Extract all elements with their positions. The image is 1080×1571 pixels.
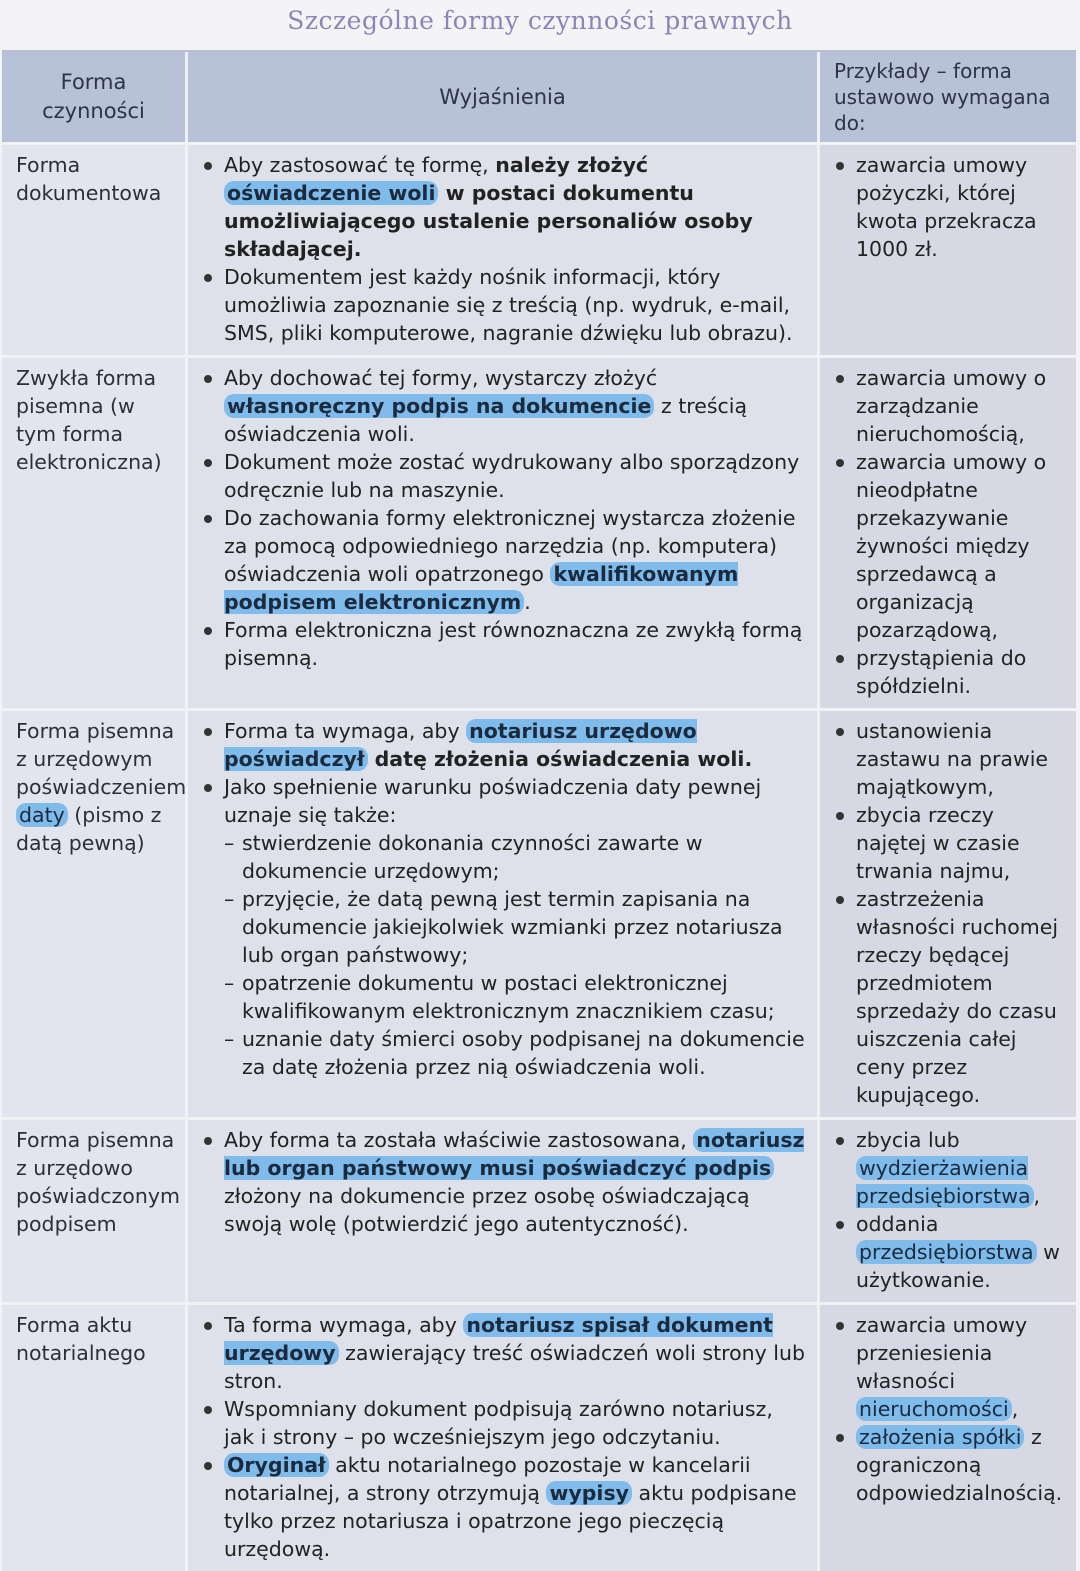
explanation-cell	[188, 1302, 820, 1571]
list-item: zbycia rzeczy najętej w czasie trwania najmu,	[832, 801, 1066, 885]
list-item: Forma ta wymaga, aby notariusz urzędowo poświadczył datę złożenia oświadczenia woli.	[200, 717, 807, 773]
form-name: Forma pisemna z urzędowym poświadczeniem daty (pismo z datą pewną)	[2, 708, 188, 1117]
examples-cell	[820, 708, 1076, 1117]
list-item: Wspomniany dokument podpisują zarówno notariusz, jak i strony – po wcześniejszym jego odczytaniu.	[200, 1395, 807, 1451]
list-item: zawarcia umowy o zarządzanie nieruchomością,	[832, 364, 1066, 448]
header-form: Forma czynności	[2, 52, 188, 142]
explanation-cell	[188, 142, 820, 355]
list-item: Dokument może zostać wydrukowany albo sporządzony odręcznie lub na maszynie.	[200, 448, 807, 504]
table-header-row	[2, 52, 1076, 142]
form-name: Forma dokumentowa	[2, 142, 188, 355]
explanation-cell	[188, 1117, 820, 1302]
forms-table-container	[2, 50, 1076, 1561]
explanation-cell	[188, 708, 820, 1117]
list-item: zastrzeżenia własności ruchomej rzeczy będącej przedmiotem sprzedaży do czasu uiszczenia całej ceny przez kupującego.	[832, 885, 1066, 1109]
list-item: zbycia lub wydzierżawienia przedsiębiorstwa ,	[832, 1126, 1066, 1210]
header-examples: Przykłady – forma ustawowo wymagana do:	[820, 52, 1076, 142]
list-item: zawarcia umowy przeniesienia własności nieruchomości ,	[832, 1311, 1066, 1423]
list-item: Ta forma wymaga, aby notariusz spisał dokument urzędowy zawierający treść oświadczeń woli strony lub stron.	[200, 1311, 807, 1395]
table-row	[2, 1117, 1076, 1302]
list-item: przystąpienia do spółdzielni.	[832, 644, 1066, 700]
list-item: założenia spółki z ograniczoną odpowiedzialnością.	[832, 1423, 1066, 1507]
forms-table	[2, 52, 1076, 1571]
list-item: Do zachowania formy elektronicznej wystarcza złożenie za pomocą odpowiedniego narzędzia (np. komputera) oświadczenia woli opatrzonego kwalifikowanym podpisem elektronicznym .	[200, 504, 807, 616]
header-explanation: Wyjaśnienia	[188, 52, 820, 142]
table-row	[2, 142, 1076, 355]
examples-cell	[820, 142, 1076, 355]
list-item: ustanowienia zastawu na prawie majątkowym,	[832, 717, 1066, 801]
form-name: Forma pisemna z urzędowo poświadczonym podpisem	[2, 1117, 188, 1302]
list-item: Oryginał aktu notarialnego pozostaje w kancelarii notarialnej, a strony otrzymują wypisy aktu podpisane tylko przez notariusza i opatrzone jego pieczęcią urzędową.	[200, 1451, 807, 1563]
page-title: Szczególne formy czynności prawnych	[287, 6, 793, 35]
examples-cell	[820, 1117, 1076, 1302]
list-item: Aby zastosować tę formę, należy złożyć oświadczenie woli w postaci dokumentu umożliwiającego ustalenie personaliów osoby składającej.	[200, 151, 807, 263]
examples-cell	[820, 1302, 1076, 1571]
table-row	[2, 355, 1076, 708]
list-item: Aby forma ta została właściwie zastosowana, notariusz lub organ państwowy musi poświadczyć podpis złożony na dokumencie przez osobę oświadczającą swoją wolę (potwierdzić jego autentyczność).	[200, 1126, 807, 1238]
list-item: Dokumentem jest każdy nośnik informacji, który umożliwia zapoznanie się z treścią (np. wydruk, e-mail, SMS, pliki komputerowe, nagranie dźwięku lub obrazu).	[200, 263, 807, 347]
examples-cell	[820, 355, 1076, 708]
list-item: Jako spełnienie warunku poświadczenia daty pewnej uznaje się także: – stwierdzenie dokonania czynności zawarte w dokumencie urzędowym; – przyjęcie, że datą pewną jest termin zapisania na dokumencie jakiejkolwiek wzmianki przez notariusza lub organ państwowy; – opatrzenie dokumentu w postaci elektronicznej kwalifikowanym elektronicznym znacznikiem czasu; – uznanie daty śmierci osoby podpisanej na dokumencie za datę złożenia przez nią oświadczenia woli.	[200, 773, 807, 1081]
sub-list-item: – stwierdzenie dokonania czynności zawarte w dokumencie urzędowym;	[224, 829, 807, 885]
form-name: Forma aktu notarialnego	[2, 1302, 188, 1571]
sub-list-item: – przyjęcie, że datą pewną jest termin zapisania na dokumencie jakiejkolwiek wzmianki przez notariusza lub organ państwowy;	[224, 885, 807, 969]
list-item: Aby dochować tej formy, wystarczy złożyć własnoręczny podpis na dokumencie z treścią oświadczenia woli.	[200, 364, 807, 448]
list-item: zawarcia umowy o nieodpłatne przekazywanie żywności między sprzedawcą a organizacją pozarządową,	[832, 448, 1066, 644]
form-name: Zwykła forma pisemna (w tym forma elektroniczna)	[2, 355, 188, 708]
table-row	[2, 1302, 1076, 1571]
table-row	[2, 708, 1076, 1117]
sub-list-item: – opatrzenie dokumentu w postaci elektronicznej kwalifikowanym elektronicznym znacznikiem czasu;	[224, 969, 807, 1025]
list-item: zawarcia umowy pożyczki, której kwota przekracza 1000 zł.	[832, 151, 1066, 263]
list-item: oddania przedsiębiorstwa w użytkowanie.	[832, 1210, 1066, 1294]
list-item: Forma elektroniczna jest równoznaczna ze zwykłą formą pisemną.	[200, 616, 807, 672]
sub-list-item: – uznanie daty śmierci osoby podpisanej na dokumencie za datę złożenia przez nią oświadczenia woli.	[224, 1025, 807, 1081]
explanation-cell	[188, 355, 820, 708]
